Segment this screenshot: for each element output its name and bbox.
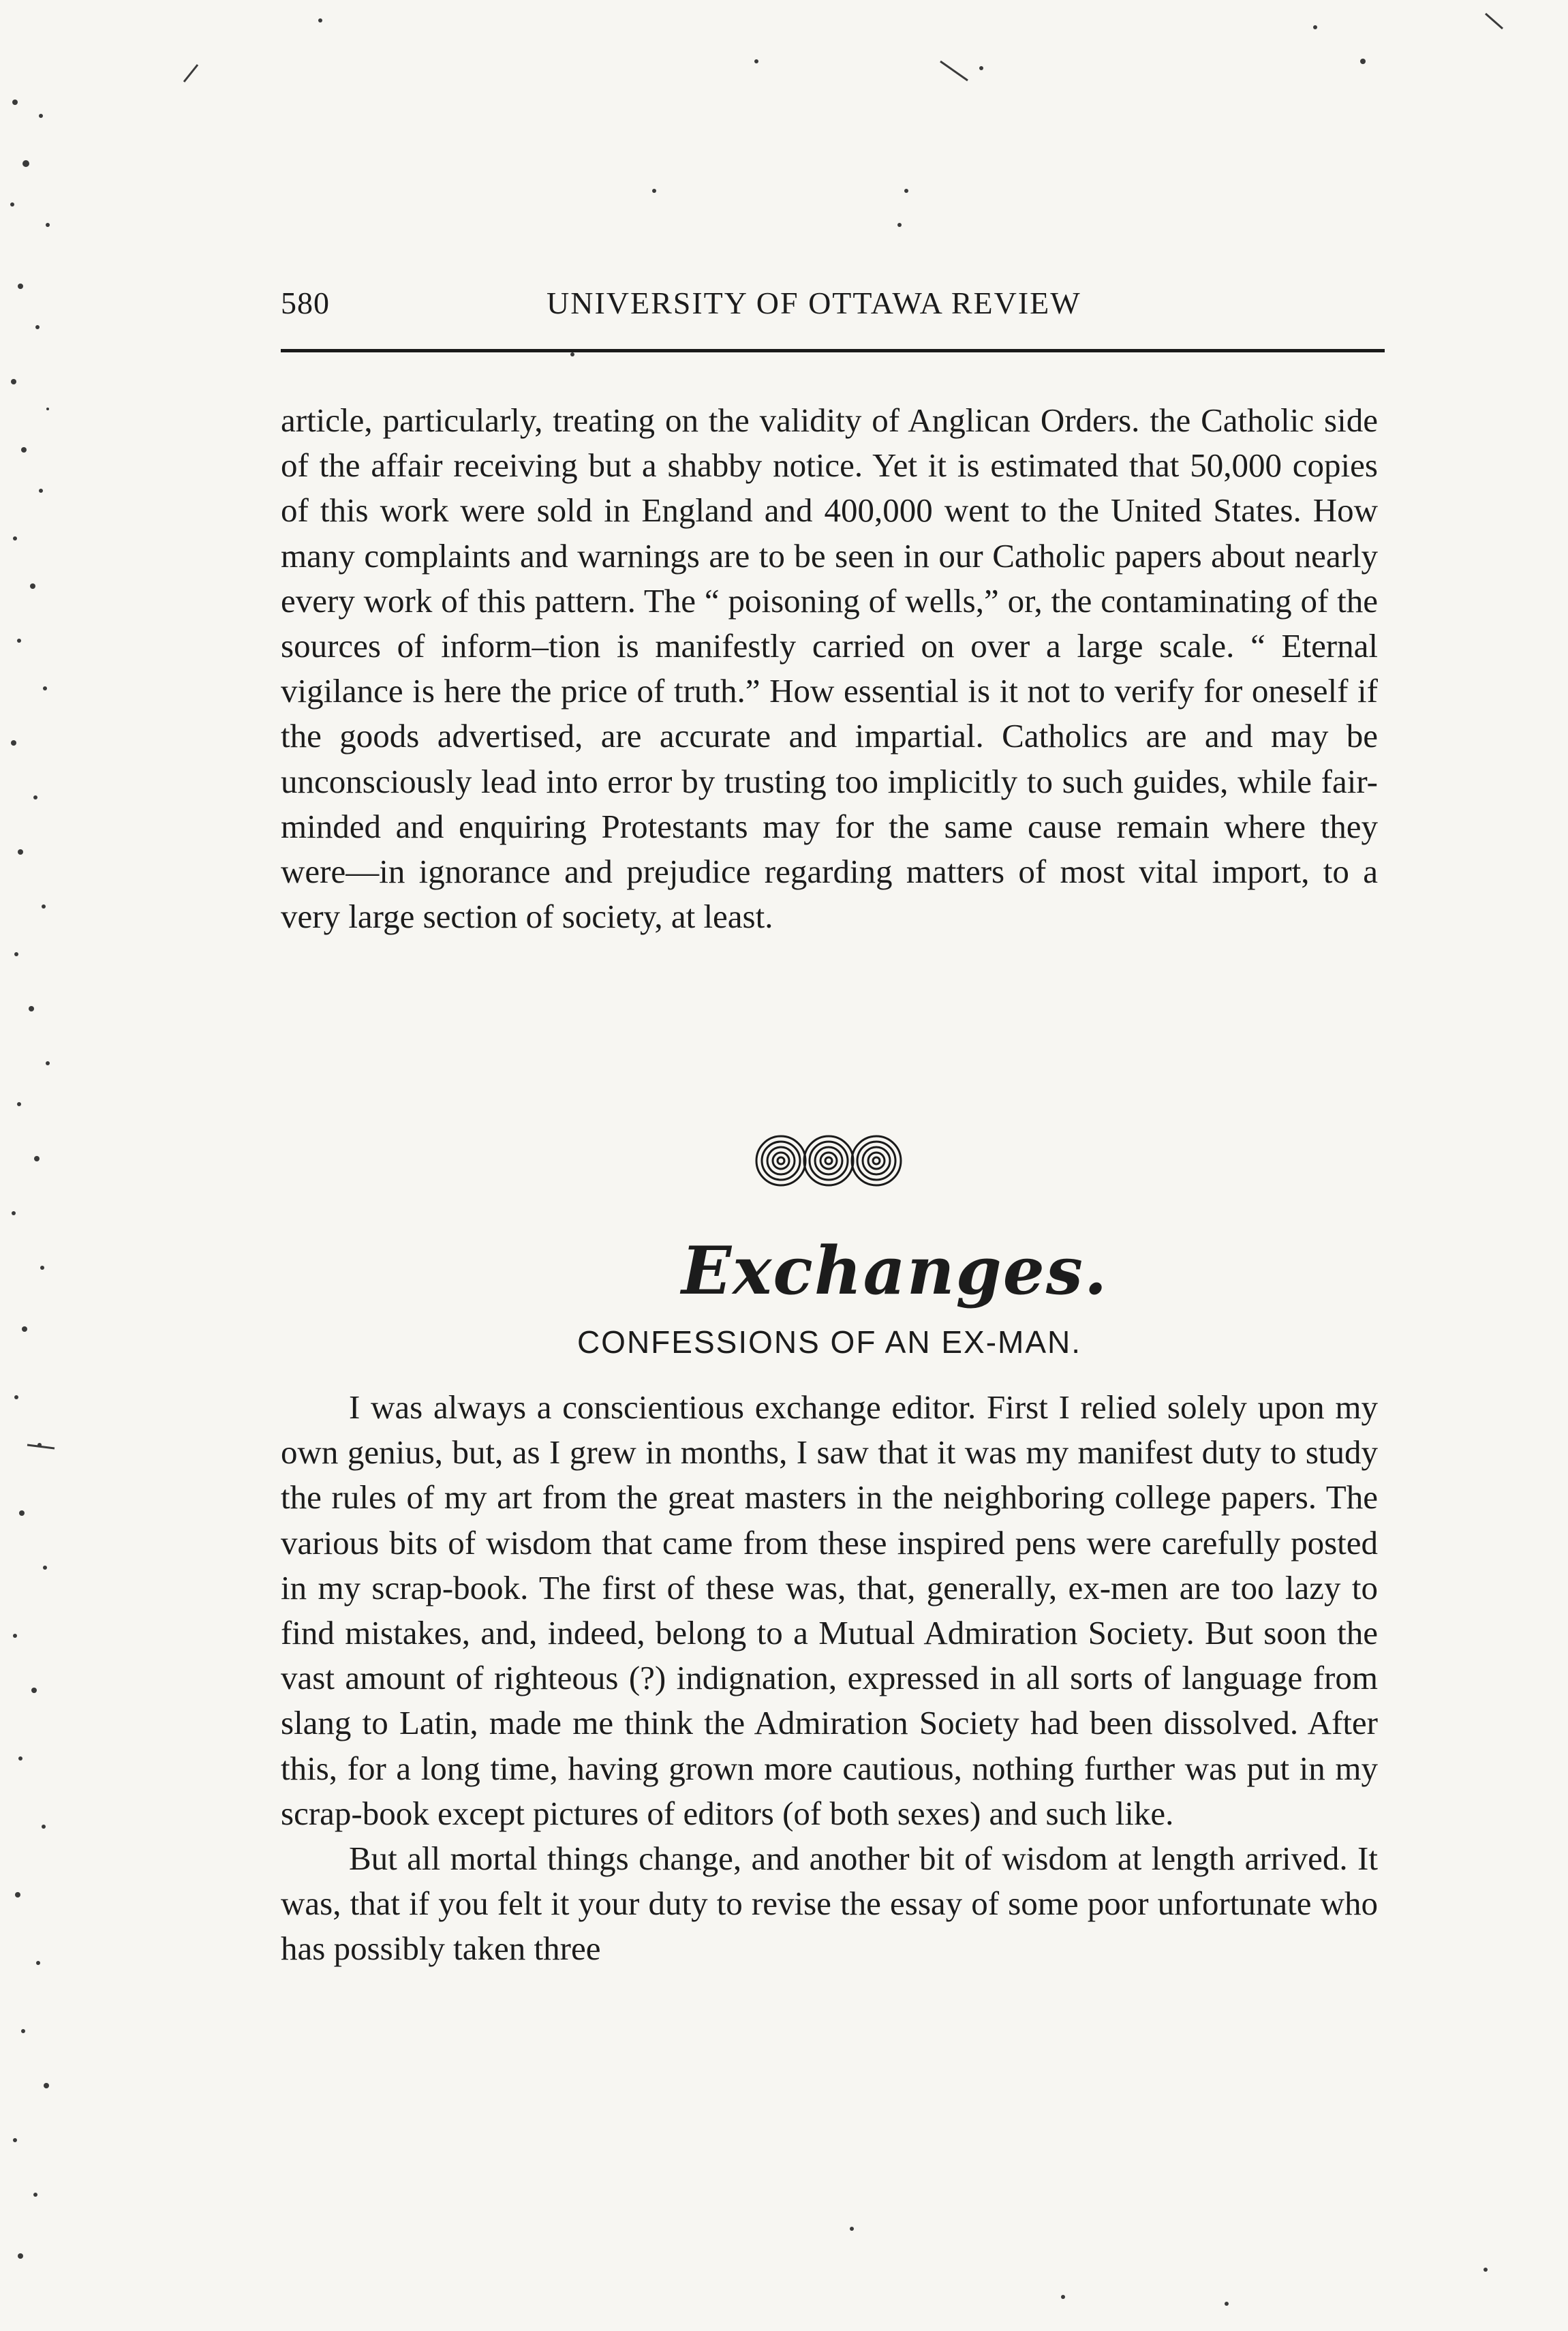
section-heading: Exchanges.: [681, 1232, 1109, 1309]
running-title: UNIVERSITY OF OTTAWA REVIEW: [547, 286, 1081, 320]
body-paragraph: article, particularly, treating on the validity of Anglican Orders. the Catholic side of the affair receiving but a shabby notice. Yet it is estimated that 50,000 copies of this work were sold in England and 400,000 went to the United States. How many complaints and warnings are to be seen in our Catholic papers about nearly every work of this pattern. The “ poisoning of wells,” or, the contaminating of the sources of inform–tion is manifestly carried on over a large scale. “ Eternal vigilance is here the price of truth.” How essential is it not to verify for oneself if the goods advertised, are accurate and impartial. Catholics are and may be unconsciously lead into error by trusting too implicitly to such guides, while fair-minded and enquiring Protestants may for the same cause remain where they were—in ignorance and prejudice regarding matters of most vital import, to a very large section of society, at least.: [281, 401, 1378, 936]
article-paragraph: But all mortal things change, and another bit of wisdom at length arrived. It was, that if you felt it your duty to revise the essay of some poor unfortunate who has possibly taken three: [281, 1840, 1378, 1968]
continued-text: [281, 398, 1378, 939]
article-title: CONFESSIONS OF AN EX-MAN.: [577, 1324, 1082, 1360]
exchange-article-text: [281, 1385, 1378, 1972]
article-paragraph: I was always a conscientious exchange editor. First I relied solely upon my own genius, but, as I grew in months, I saw that it was my manifest duty to study the rules of my art from the great masters in the neighboring college papers. The various bits of wisdom that came from these inspired pens were carefully posted in my scrap-book. The first of these was, that, generally, ex-men are too lazy to find mistakes, and, indeed, belong to a Mutual Admiration Society. But soon the vast amount of righteous (?) indignation, expressed in all sorts of language from slang to Latin, made me think the Admiration Society had been dissolved. After this, for a long time, having grown more cautious, nothing further was put in my scrap-book except pictures of editors (of both sexes) and such like.: [281, 1388, 1378, 1832]
spiral-ornament-icon: [754, 1130, 904, 1191]
header-rule: [281, 349, 1385, 352]
page-number: 580: [281, 286, 330, 320]
running-header: [281, 285, 1385, 339]
